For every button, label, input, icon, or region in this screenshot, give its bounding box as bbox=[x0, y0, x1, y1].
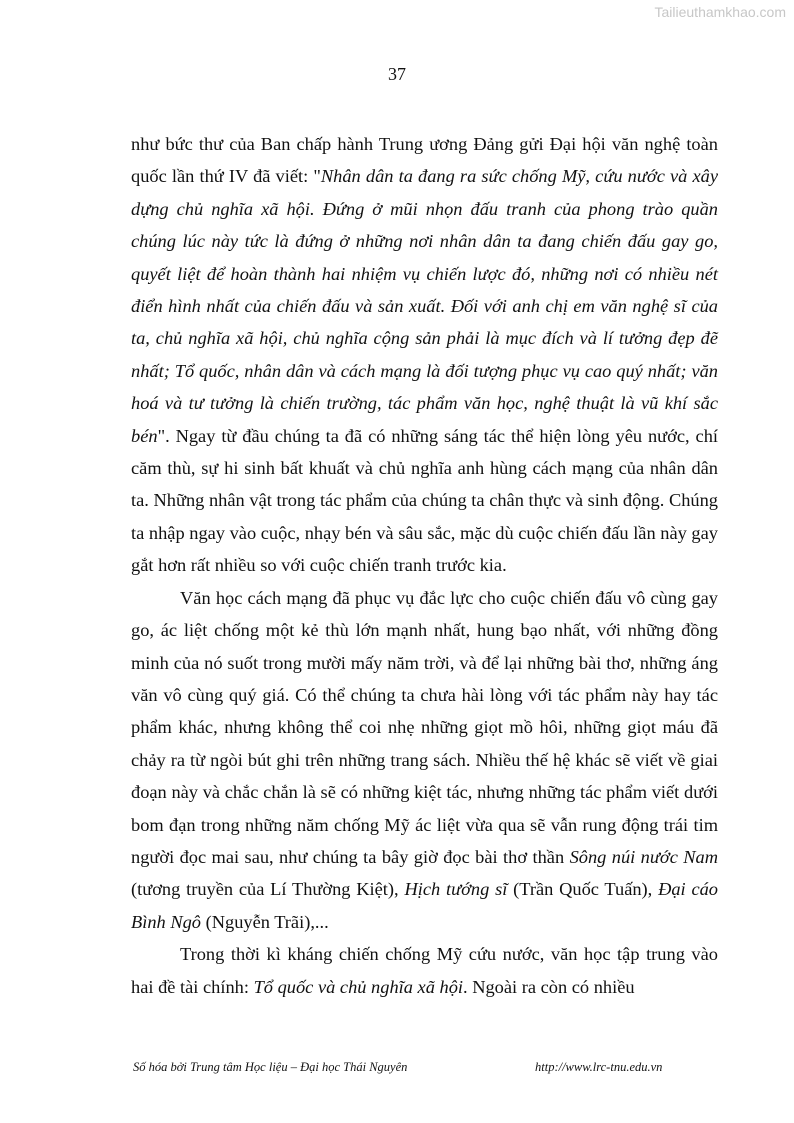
body-text bbox=[131, 128, 718, 1003]
italic-run: Nhân dân ta đang ra sức chống Mỹ, cứu nước và xây dựng chủ nghĩa xã hội. Đứng ở mũi nhọn đấu tranh của phong trào quần chúng lúc này tức là đứng ở những nơi nhân dân ta đang chiến đấu gay go, quyết liệt để hoàn thành hai nhiệm vụ chiến lược đó, những nơi có nhiều nét điển hình nhất của chiến đấu và sản xuất. Đối với anh chị em văn nghệ sĩ của ta, chủ nghĩa xã hội, chủ nghĩa cộng sản phải là mục đích và lí tưởng đẹp đẽ nhất; Tổ quốc, nhân dân và cách mạng là đối tượng phục vụ cao quý nhất; văn hoá và tư tưởng là chiến trường, tác phẩm văn học, nghệ thuật là vũ khí sắc bén bbox=[131, 166, 719, 446]
footer bbox=[133, 1060, 693, 1075]
italic-run: Tổ quốc và chủ nghĩa xã hội bbox=[253, 976, 463, 997]
italic-run: Sông núi nước Nam bbox=[569, 846, 719, 867]
footer-url: http://www.lrc-tnu.edu.vn bbox=[535, 1060, 663, 1074]
footer-left-text: Số hóa bởi Trung tâm Học liệu – Đại học Thái Nguyên bbox=[133, 1060, 408, 1074]
paragraph bbox=[131, 938, 718, 1003]
watermark-text: Tailieuthamkhao.com bbox=[654, 4, 786, 20]
paragraph bbox=[131, 582, 718, 938]
text-run: Văn học cách mạng đã phục vụ đắc lực cho cuộc chiến đấu vô cùng gay go, ác liệt chống một kẻ thù lớn mạnh nhất, hung bạo nhất, với những đồng minh của nó suốt trong mười mấy năm trời, và để lại những bài thơ, những áng văn vô cùng quý giá. Có thể chúng ta chưa hài lòng với tác phẩm này hay tác phẩm khác, nhưng không thể coi nhẹ những giọt mồ hôi, những giọt máu đã chảy ra từ ngòi bút ghi trên những trang sách. Nhiều thế hệ khác sẽ viết về giai đoạn này và chắc chắn là sẽ có những kiệt tác, nhưng những tác phẩm viết dưới bom đạn trong những năm chống Mỹ ác liệt vừa qua sẽ vẫn rung động trái tim người đọc mai sau, như chúng ta bây giờ đọc bài thơ thần bbox=[131, 587, 718, 867]
text-run: (Trần Quốc Tuấn), bbox=[507, 879, 659, 900]
text-run: . Ngoài ra còn có nhiều bbox=[463, 976, 635, 997]
italic-run: Hịch tướng sĩ bbox=[404, 879, 508, 900]
text-run: ". Ngay từ đầu chúng ta đã có những sáng tác thể hiện lòng yêu nước, chí căm thù, sự hi sinh bất khuất và chủ nghĩa anh hùng cách mạng của nhân dân ta. Những nhân vật trong tác phẩm của chúng ta chân thực và sinh động. Chúng ta nhập ngay vào cuộc, nhạy bén và sâu sắc, mặc dù cuộc chiến đấu lần này gay gắt hơn rất nhiều so với cuộc chiến tranh trước kia. bbox=[131, 425, 718, 576]
text-run: (Nguyễn Trãi),... bbox=[201, 911, 329, 932]
text-run: (tương truyền của Lí Thường Kiệt), bbox=[131, 879, 405, 900]
text-run: Trong thời kì kháng chiến chống Mỹ cứu nước, văn học tập trung vào hai đề tài chính: bbox=[131, 944, 718, 997]
page-number: 37 bbox=[388, 64, 406, 84]
paragraph bbox=[131, 128, 718, 582]
text-run: như bức thư của Ban chấp hành Trung ương Đảng gửi Đại hội văn nghệ toàn quốc lần thứ IV đã viết: " bbox=[131, 134, 718, 187]
italic-run: Đại cáo Bình Ngô bbox=[131, 879, 719, 932]
